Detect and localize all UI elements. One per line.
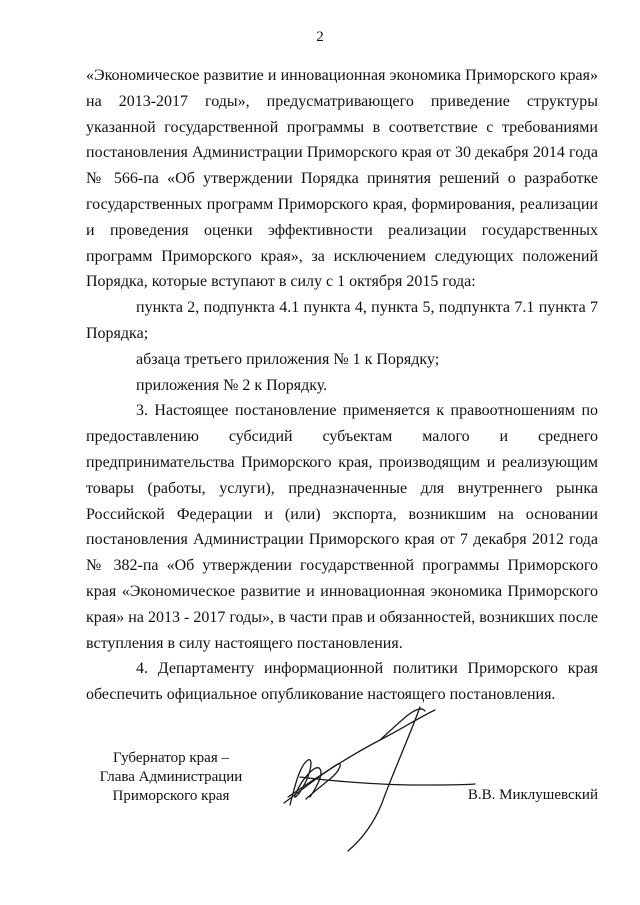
paragraph-continuation: «Экономическое развитие и инновационная экономика Приморского края» на 2013-2017 годы», предусматривающего приведение структуры указанной государственной программы в соответствие с требованиями постановления Администрации Приморского края от 30 декабря 2014 года № 566-па «Об утверждении Порядка принятия решений о разработке государственных программ Приморского края, формирования, реализации и проведения оценки эффективности реализации государственных программ Приморского края», за исключением следующих положений Порядка, которые вступают в силу с 1 октября 2015 года: bbox=[86, 67, 598, 291]
paragraph-exception-item-2: абзаца третьего приложения № 1 к Порядку; bbox=[136, 350, 440, 368]
signatory-name: В.В. Миклушевский bbox=[467, 787, 598, 803]
signatory-title bbox=[86, 749, 256, 806]
paragraph-exception-item-3: приложения № 2 к Порядку. bbox=[136, 376, 328, 394]
signatory-title-line-2: Глава Администрации bbox=[99, 769, 243, 785]
document-body bbox=[86, 63, 598, 708]
handwritten-signature bbox=[270, 705, 510, 855]
page-number: 2 bbox=[316, 29, 324, 45]
signatory-title-line-3: Приморского края bbox=[112, 788, 230, 804]
paragraph-exception-item-1: пункта 2, подпункта 4.1 пункта 4, пункта 5, подпункта 7.1 пункта 7 Порядка; bbox=[86, 299, 598, 342]
paragraph-item-3: 3. Настоящее постановление применяется к правоотношениям по предоставлению субсидий субъектам малого и среднего предпринимательства Приморского края, производящим и реализующим товары (работы, услуги), предназначенные для внутреннего рынка Российской Федерации и (или) экспорта, возникшим на основании постановления Администрации Приморского края от 7 декабря 2012 года № 382-па «Об утверждении государственной программы Приморского края «Экономическое развитие и инновационная экономика Приморского края» на 2013 - 2017 годы», в части прав и обязанностей, возникших после вступления в силу настоящего постановления. bbox=[86, 402, 598, 652]
signatory-title-line-1: Губернатор края – bbox=[113, 750, 229, 766]
paragraph-item-4: 4. Департаменту информационной политики Приморского края обеспечить официальное опубликование настоящего постановления. bbox=[86, 660, 598, 704]
